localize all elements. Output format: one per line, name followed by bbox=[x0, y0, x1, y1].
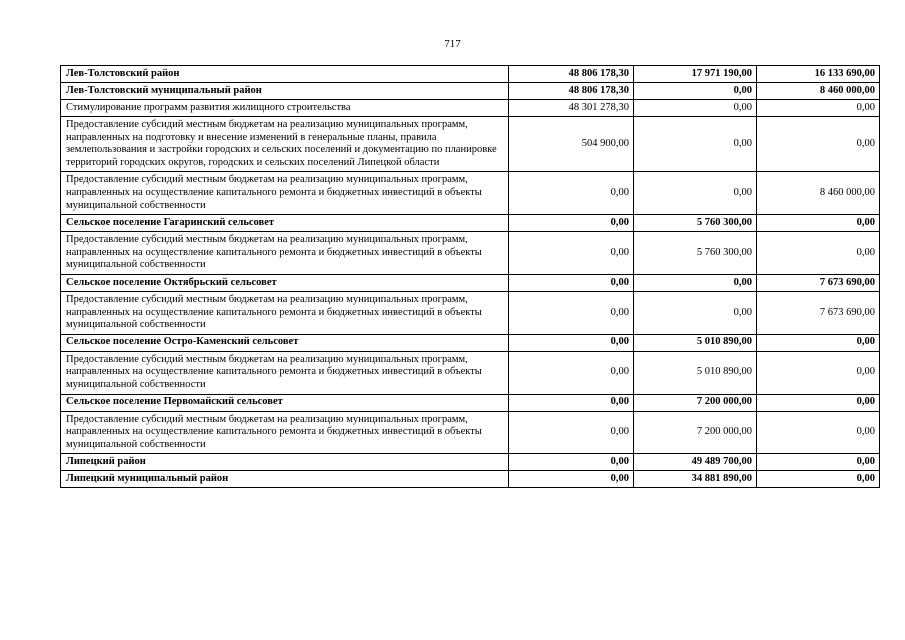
row-name-cell: Стимулирование программ развития жилищного строительства bbox=[61, 100, 509, 117]
row-value-3-cell: 0,00 bbox=[757, 394, 880, 411]
row-name-cell: Предоставление субсидий местным бюджетам на реализацию муниципальных программ, направленных на осуществление капитального ремонта и бюджетных инвестиций в объекты муниципальной собственности bbox=[61, 232, 509, 275]
table-row bbox=[61, 83, 880, 100]
table-row bbox=[61, 215, 880, 232]
row-value-3-cell: 0,00 bbox=[757, 232, 880, 275]
row-value-1-cell: 48 301 278,30 bbox=[509, 100, 634, 117]
row-value-1-cell: 0,00 bbox=[509, 351, 634, 394]
row-name-cell: Предоставление субсидий местным бюджетам на реализацию муниципальных программ, направленных на осуществление капитального ремонта и бюджетных инвестиций в объекты муниципальной собственности bbox=[61, 351, 509, 394]
row-name-cell: Сельское поселение Первомайский сельсовет bbox=[61, 394, 509, 411]
row-value-1-cell: 0,00 bbox=[509, 334, 634, 351]
row-value-2-cell: 0,00 bbox=[634, 291, 757, 334]
row-value-1-cell: 0,00 bbox=[509, 291, 634, 334]
row-value-1-cell: 0,00 bbox=[509, 471, 634, 488]
row-value-3-cell: 8 460 000,00 bbox=[757, 83, 880, 100]
row-value-2-cell: 34 881 890,00 bbox=[634, 471, 757, 488]
row-value-2-cell: 49 489 700,00 bbox=[634, 454, 757, 471]
row-value-3-cell: 0,00 bbox=[757, 411, 880, 454]
table-row bbox=[61, 411, 880, 454]
table-row bbox=[61, 291, 880, 334]
row-value-2-cell: 0,00 bbox=[634, 172, 757, 215]
row-value-3-cell: 16 133 690,00 bbox=[757, 66, 880, 83]
row-value-3-cell: 0,00 bbox=[757, 215, 880, 232]
table-row bbox=[61, 117, 880, 172]
row-value-1-cell: 0,00 bbox=[509, 215, 634, 232]
row-name-cell: Сельское поселение Гагаринский сельсовет bbox=[61, 215, 509, 232]
row-value-2-cell: 17 971 190,00 bbox=[634, 66, 757, 83]
row-value-3-cell: 0,00 bbox=[757, 334, 880, 351]
table-row bbox=[61, 471, 880, 488]
page-number: 717 bbox=[444, 38, 461, 50]
row-value-1-cell: 48 806 178,30 bbox=[509, 66, 634, 83]
row-value-3-cell: 0,00 bbox=[757, 471, 880, 488]
table-row bbox=[61, 351, 880, 394]
row-value-2-cell: 5 010 890,00 bbox=[634, 334, 757, 351]
row-name-cell: Лев-Толстовский муниципальный район bbox=[61, 83, 509, 100]
row-value-3-cell: 0,00 bbox=[757, 351, 880, 394]
row-value-2-cell: 5 010 890,00 bbox=[634, 351, 757, 394]
table-row bbox=[61, 66, 880, 83]
table-row bbox=[61, 100, 880, 117]
row-value-2-cell: 5 760 300,00 bbox=[634, 232, 757, 275]
table-row bbox=[61, 172, 880, 215]
row-value-1-cell: 0,00 bbox=[509, 232, 634, 275]
row-value-2-cell: 0,00 bbox=[634, 117, 757, 172]
table-row bbox=[61, 232, 880, 275]
row-name-cell: Предоставление субсидий местным бюджетам на реализацию муниципальных программ, направленных на подготовку и внесение изменений в генеральные планы, правила землепользования и застройки городских и сельских поселений и документацию по планировке территорий городских округов, городских и сельских поселений Липецкой области bbox=[61, 117, 509, 172]
row-value-3-cell: 0,00 bbox=[757, 117, 880, 172]
row-value-1-cell: 0,00 bbox=[509, 394, 634, 411]
row-name-cell: Сельское поселение Октябрьский сельсовет bbox=[61, 274, 509, 291]
table-row bbox=[61, 394, 880, 411]
row-name-cell: Липецкий район bbox=[61, 454, 509, 471]
budget-table-body bbox=[61, 66, 880, 488]
row-value-1-cell: 0,00 bbox=[509, 172, 634, 215]
row-name-cell: Предоставление субсидий местным бюджетам на реализацию муниципальных программ, направленных на осуществление капитального ремонта и бюджетных инвестиций в объекты муниципальной собственности bbox=[61, 172, 509, 215]
table-row bbox=[61, 334, 880, 351]
row-value-3-cell: 7 673 690,00 bbox=[757, 291, 880, 334]
row-name-cell: Липецкий муниципальный район bbox=[61, 471, 509, 488]
row-value-2-cell: 7 200 000,00 bbox=[634, 394, 757, 411]
row-value-1-cell: 0,00 bbox=[509, 274, 634, 291]
row-value-2-cell: 0,00 bbox=[634, 83, 757, 100]
row-value-3-cell: 0,00 bbox=[757, 454, 880, 471]
row-value-1-cell: 0,00 bbox=[509, 411, 634, 454]
row-name-cell: Лев-Толстовский район bbox=[61, 66, 509, 83]
budget-table bbox=[60, 65, 880, 488]
row-name-cell: Предоставление субсидий местным бюджетам на реализацию муниципальных программ, направленных на осуществление капитального ремонта и бюджетных инвестиций в объекты муниципальной собственности bbox=[61, 291, 509, 334]
row-value-2-cell: 7 200 000,00 bbox=[634, 411, 757, 454]
row-value-3-cell: 7 673 690,00 bbox=[757, 274, 880, 291]
row-name-cell: Предоставление субсидий местным бюджетам на реализацию муниципальных программ, направленных на осуществление капитального ремонта и бюджетных инвестиций в объекты муниципальной собственности bbox=[61, 411, 509, 454]
table-row bbox=[61, 274, 880, 291]
row-name-cell: Сельское поселение Остро-Каменский сельсовет bbox=[61, 334, 509, 351]
row-value-3-cell: 8 460 000,00 bbox=[757, 172, 880, 215]
row-value-2-cell: 0,00 bbox=[634, 274, 757, 291]
row-value-3-cell: 0,00 bbox=[757, 100, 880, 117]
row-value-2-cell: 0,00 bbox=[634, 100, 757, 117]
row-value-2-cell: 5 760 300,00 bbox=[634, 215, 757, 232]
table-row bbox=[61, 454, 880, 471]
row-value-1-cell: 0,00 bbox=[509, 454, 634, 471]
row-value-1-cell: 48 806 178,30 bbox=[509, 83, 634, 100]
row-value-1-cell: 504 900,00 bbox=[509, 117, 634, 172]
